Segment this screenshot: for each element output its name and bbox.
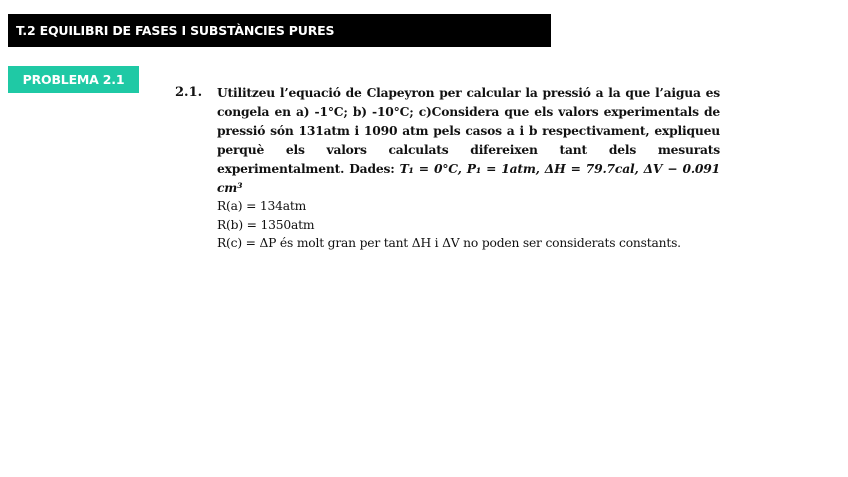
answer-b: R(b) = 1350atm — [217, 217, 315, 232]
problem-body — [217, 83, 720, 253]
problem-number: 2.1. — [175, 85, 203, 100]
problem-badge-label: PROBLEMA 2.1 — [22, 72, 125, 87]
section-title: T.2 EQUILIBRI DE FASES I SUBSTÀNCIES PURES — [16, 23, 335, 38]
problem-statement — [217, 83, 720, 197]
statement-text: Utilitzeu l’equació de Clapeyron per calcular la pressió a la que l’aigua es congela en a) -1°C; b) -10°C; c)Considera que els valors experimentals de pressió són 131atm i 1090 atm pels casos a i b respectivament, expliqueu perquè els valors calculats difereixen tant dels mesurats experimentalment. Dades: — [217, 85, 720, 176]
problem-block — [175, 83, 720, 253]
section-title-bar — [8, 14, 551, 47]
answer-a: R(a) = 134atm — [217, 199, 307, 213]
answer-c: R(c) = ΔP és molt gran per tant ΔH i ΔV no poden ser considerats constants. — [217, 236, 681, 250]
problem-badge — [8, 66, 139, 93]
given-data: T₁ = 0°C, P₁ = 1atm, ΔH = 79.7cal, ΔV − 0.091 cm³ — [217, 161, 720, 195]
